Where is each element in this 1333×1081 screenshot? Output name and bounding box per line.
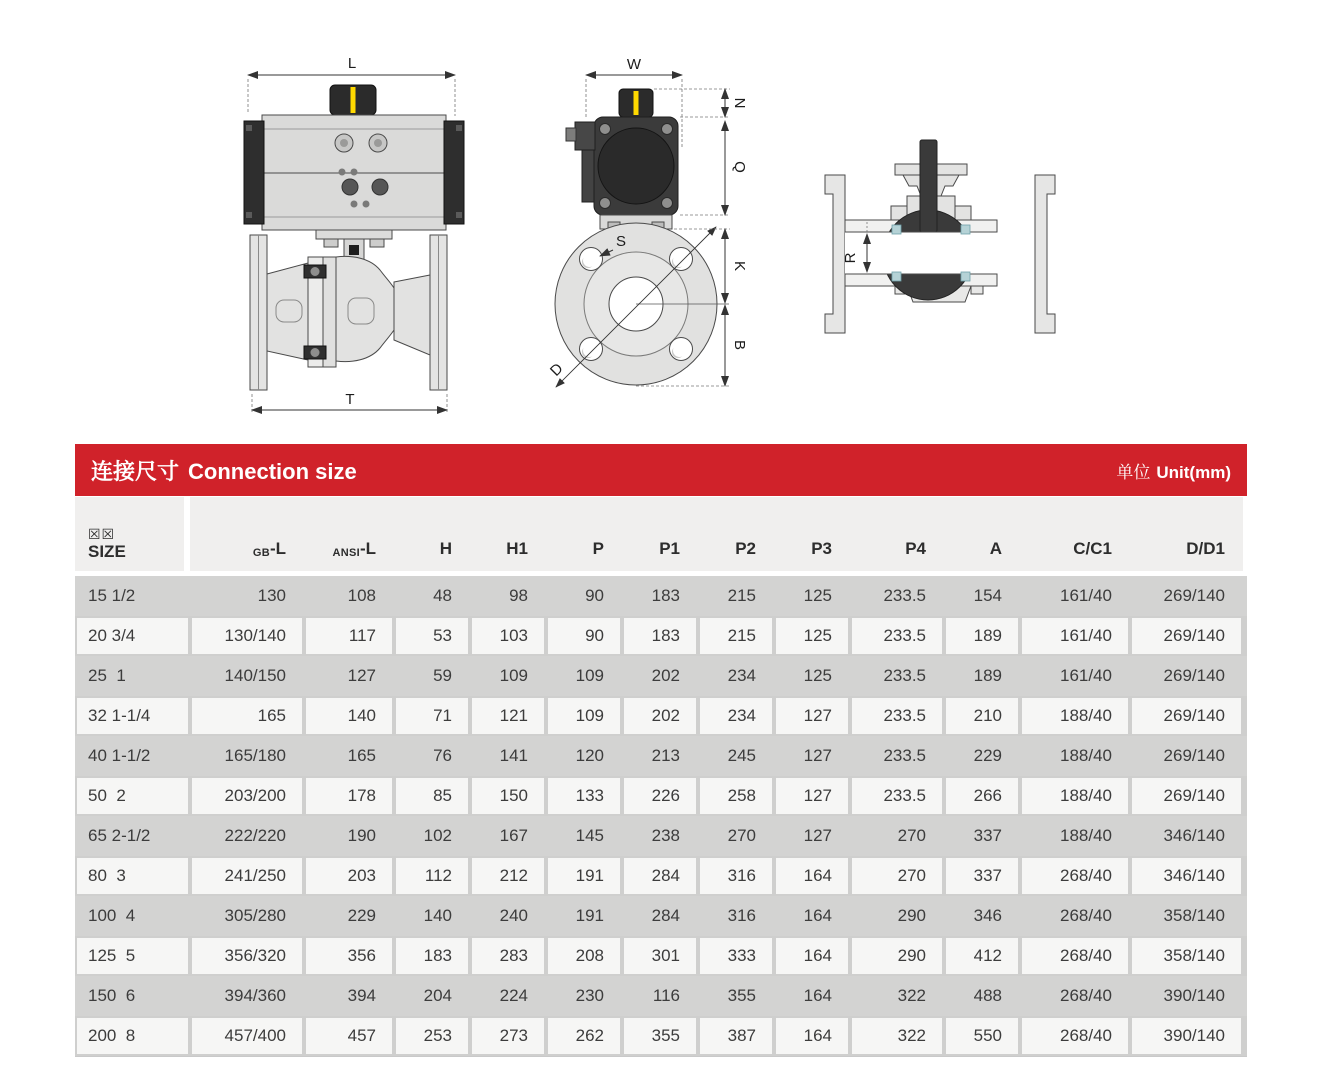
value-cell: 140 xyxy=(423,906,452,925)
value-cell: 165 xyxy=(192,698,302,734)
size-cell: 40 1-1/2 xyxy=(88,746,151,765)
column-header xyxy=(698,497,774,571)
column-header xyxy=(1130,497,1243,571)
column-header-label: -L xyxy=(269,539,286,558)
value-cell: 337 xyxy=(973,826,1002,845)
value-cell: 164 xyxy=(776,858,848,894)
table-row xyxy=(75,816,1247,856)
indicator-yellow-stripe xyxy=(634,91,639,115)
column-header xyxy=(944,497,1020,571)
value-cell: 127 xyxy=(776,778,848,814)
unit-chinese: 单位 xyxy=(1116,462,1151,482)
column-header-label: A xyxy=(989,539,1002,558)
value-cell: 333 xyxy=(700,938,772,974)
value-cell: 109 xyxy=(548,698,620,734)
value-cell: 161/40 xyxy=(1022,618,1128,654)
mounting-bracket xyxy=(316,230,392,239)
value-cell: 71 xyxy=(396,698,468,734)
drawing-section-view xyxy=(795,118,1085,388)
column-header-label: D/D1 xyxy=(1186,539,1225,558)
air-fitting xyxy=(575,122,595,150)
value-cell: 191 xyxy=(548,858,620,894)
value-cell: 145 xyxy=(575,826,604,845)
value-cell: 269/140 xyxy=(1132,698,1241,734)
value-cell: 346/140 xyxy=(1163,826,1225,845)
table-row xyxy=(75,856,1247,896)
size-cell: 80 3 xyxy=(77,858,188,894)
value-cell: 268/40 xyxy=(1022,858,1128,894)
value-cell: 284 xyxy=(651,906,680,925)
value-cell: 85 xyxy=(396,778,468,814)
value-cell: 238 xyxy=(651,826,680,845)
table-row xyxy=(75,1016,1247,1056)
value-cell: 269/140 xyxy=(1132,618,1241,654)
table-row xyxy=(75,736,1247,776)
dim-label-K: K xyxy=(731,260,748,272)
value-cell: 48 xyxy=(433,586,452,605)
value-cell: 130/140 xyxy=(192,618,302,654)
value-cell: 253 xyxy=(396,1018,468,1054)
value-cell: 233.5 xyxy=(883,746,926,765)
value-cell: 130 xyxy=(257,586,286,605)
column-header-prefix: GB xyxy=(252,547,270,559)
value-cell: 108 xyxy=(347,586,376,605)
drawing-side-view xyxy=(232,52,472,424)
value-cell: 164 xyxy=(803,906,832,925)
column-header-label: H xyxy=(439,539,452,558)
value-cell: 121 xyxy=(472,698,544,734)
value-cell: 262 xyxy=(548,1018,620,1054)
value-cell: 284 xyxy=(624,858,696,894)
value-cell: 191 xyxy=(575,906,604,925)
table-row xyxy=(75,776,1247,816)
stem xyxy=(920,140,937,232)
value-cell: 358/140 xyxy=(1163,906,1225,925)
value-cell: 290 xyxy=(852,938,942,974)
value-cell: 233.5 xyxy=(883,586,926,605)
value-cell: 337 xyxy=(946,858,1018,894)
value-cell: 270 xyxy=(852,858,942,894)
value-cell: 154 xyxy=(973,586,1002,605)
value-cell: 202 xyxy=(651,666,680,685)
value-cell: 226 xyxy=(624,778,696,814)
value-cell: 234 xyxy=(700,698,772,734)
unit-label xyxy=(1116,458,1231,483)
size-header-label: SIZE xyxy=(88,542,126,561)
title-english: Connection size xyxy=(188,458,357,484)
value-cell: 90 xyxy=(548,618,620,654)
title-chinese: 连接尺寸 xyxy=(91,458,180,484)
column-header xyxy=(546,497,622,571)
valve-body xyxy=(336,256,394,361)
value-cell: 109 xyxy=(499,666,528,685)
value-cell: 269/140 xyxy=(1132,778,1241,814)
value-cell: 233.5 xyxy=(852,618,942,654)
actuator-end-cap-left xyxy=(244,121,264,224)
value-cell: 234 xyxy=(727,666,756,685)
column-header xyxy=(622,497,698,571)
value-cell: 164 xyxy=(803,986,832,1005)
value-cell: 210 xyxy=(946,698,1018,734)
column-header-label: P xyxy=(592,539,604,558)
column-header-prefix: ANSI xyxy=(332,547,360,559)
value-cell: 269/140 xyxy=(1163,666,1225,685)
value-cell: 550 xyxy=(946,1018,1018,1054)
connection-size-table xyxy=(75,444,1247,1057)
value-cell: 316 xyxy=(700,858,772,894)
value-cell: 109 xyxy=(575,666,604,685)
table-row xyxy=(75,896,1247,936)
value-cell: 127 xyxy=(803,746,832,765)
value-cell: 356 xyxy=(306,938,392,974)
value-cell: 164 xyxy=(776,938,848,974)
column-header-label: P2 xyxy=(735,539,756,558)
value-cell: 188/40 xyxy=(1060,746,1112,765)
table-title-bar xyxy=(75,444,1247,496)
value-cell: 412 xyxy=(946,938,1018,974)
value-cell: 98 xyxy=(509,586,528,605)
table-row xyxy=(75,696,1247,736)
value-cell: 188/40 xyxy=(1022,698,1128,734)
dim-label-Q: Q xyxy=(731,161,748,173)
value-cell: 165/180 xyxy=(224,746,286,765)
size-cell: 25 1 xyxy=(88,666,126,685)
size-cell: 15 1/2 xyxy=(88,586,136,605)
actuator-end-cap-right xyxy=(444,121,464,224)
column-header-label: P1 xyxy=(659,539,680,558)
value-cell: 127 xyxy=(803,826,832,845)
value-cell: 268/40 xyxy=(1022,938,1128,974)
value-cell: 59 xyxy=(433,666,452,685)
table-row xyxy=(75,976,1247,1016)
value-cell: 183 xyxy=(396,938,468,974)
value-cell: 116 xyxy=(652,986,680,1005)
value-cell: 190 xyxy=(347,826,376,845)
value-cell: 90 xyxy=(585,586,604,605)
value-cell: 390/140 xyxy=(1132,1018,1241,1054)
value-cell: 394 xyxy=(347,986,376,1005)
value-cell: 269/140 xyxy=(1163,586,1225,605)
value-cell: 140 xyxy=(306,698,392,734)
value-cell: 268/40 xyxy=(1022,1018,1128,1054)
value-cell: 322 xyxy=(852,1018,942,1054)
value-cell: 133 xyxy=(548,778,620,814)
column-header xyxy=(470,497,546,571)
dim-label-B: B xyxy=(731,339,748,351)
value-cell: 127 xyxy=(347,666,376,685)
size-cell: 150 6 xyxy=(88,986,136,1005)
value-cell: 356/320 xyxy=(192,938,302,974)
air-port xyxy=(342,179,358,195)
value-cell: 394/360 xyxy=(224,986,286,1005)
value-cell: 165 xyxy=(347,746,376,765)
value-cell: 229 xyxy=(347,906,376,925)
value-cell: 229 xyxy=(973,746,1002,765)
column-header xyxy=(190,497,304,571)
valve-neck-right xyxy=(394,275,430,355)
indicator-yellow-stripe xyxy=(351,87,356,113)
value-cell: 233.5 xyxy=(852,698,942,734)
column-header xyxy=(850,497,944,571)
value-cell: 301 xyxy=(624,938,696,974)
size-cell: 200 8 xyxy=(77,1018,188,1054)
dim-label-W: W xyxy=(626,56,642,73)
value-cell: 270 xyxy=(727,826,756,845)
dim-label-S: S xyxy=(616,233,627,250)
value-cell: 188/40 xyxy=(1060,826,1112,845)
value-cell: 457 xyxy=(306,1018,392,1054)
value-cell: 212 xyxy=(472,858,544,894)
value-cell: 316 xyxy=(727,906,756,925)
value-cell: 203 xyxy=(306,858,392,894)
bore-band xyxy=(845,232,997,274)
value-cell: 76 xyxy=(433,746,452,765)
column-header xyxy=(394,497,470,571)
value-cell: 213 xyxy=(651,746,680,765)
size-cell: 20 3/4 xyxy=(77,618,188,654)
value-cell: 112 xyxy=(396,858,468,894)
value-cell: 233.5 xyxy=(883,666,926,685)
table-row xyxy=(75,656,1247,696)
value-cell: 390/140 xyxy=(1163,986,1225,1005)
dim-label-D: D xyxy=(546,359,567,380)
table-header-row xyxy=(75,497,1247,571)
value-cell: 178 xyxy=(306,778,392,814)
dim-label-L: L xyxy=(347,55,357,72)
value-cell: 387 xyxy=(700,1018,772,1054)
column-header xyxy=(774,497,850,571)
size-cell: 100 4 xyxy=(88,906,136,925)
value-cell: 125 xyxy=(776,618,848,654)
value-cell: 488 xyxy=(973,986,1002,1005)
column-header-label: H1 xyxy=(506,539,528,558)
value-cell: 222/220 xyxy=(224,826,286,845)
value-cell: 53 xyxy=(396,618,468,654)
value-cell: 150 xyxy=(472,778,544,814)
value-cell: 202 xyxy=(624,698,696,734)
dim-label-R: R xyxy=(842,252,859,264)
value-cell: 189 xyxy=(946,618,1018,654)
value-cell: 125 xyxy=(803,666,832,685)
table-row xyxy=(75,936,1247,976)
unit-english: Unit(mm) xyxy=(1156,462,1231,482)
table-title xyxy=(91,455,357,486)
value-cell: 161/40 xyxy=(1060,666,1112,685)
actuator-face-circle xyxy=(598,128,674,204)
column-header xyxy=(304,497,394,571)
value-cell: 140/150 xyxy=(224,666,286,685)
size-cell: 125 5 xyxy=(77,938,188,974)
value-cell: 355 xyxy=(727,986,756,1005)
column-header-label: P4 xyxy=(905,539,926,558)
value-cell: 161/40 xyxy=(1060,586,1112,605)
value-cell: 268/40 xyxy=(1060,906,1112,925)
value-cell: 183 xyxy=(624,618,696,654)
table-row xyxy=(75,576,1247,616)
value-cell: 269/140 xyxy=(1163,746,1225,765)
value-cell: 270 xyxy=(897,826,926,845)
value-cell: 215 xyxy=(727,586,756,605)
value-cell: 224 xyxy=(499,986,528,1005)
value-cell: 141 xyxy=(499,746,528,765)
value-cell: 233.5 xyxy=(852,778,942,814)
value-cell: 203/200 xyxy=(192,778,302,814)
value-cell: 120 xyxy=(575,746,604,765)
dim-label-T: T xyxy=(345,391,355,408)
value-cell: 125 xyxy=(803,586,832,605)
size-column-header xyxy=(75,497,184,571)
value-cell: 208 xyxy=(548,938,620,974)
value-cell: 167 xyxy=(499,826,528,845)
value-cell: 204 xyxy=(423,986,452,1005)
value-cell: 258 xyxy=(700,778,772,814)
column-header-label: -L xyxy=(359,539,376,558)
column-header-label: P3 xyxy=(811,539,832,558)
value-cell: 283 xyxy=(472,938,544,974)
value-cell: 305/280 xyxy=(224,906,286,925)
value-cell: 322 xyxy=(897,986,926,1005)
size-cell: 50 2 xyxy=(77,778,188,814)
value-cell: 241/250 xyxy=(192,858,302,894)
value-cell: 358/140 xyxy=(1132,938,1241,974)
dim-label-N: N xyxy=(731,97,748,109)
value-cell: 215 xyxy=(700,618,772,654)
air-port xyxy=(372,179,388,195)
size-cell: 32 1-1/4 xyxy=(77,698,188,734)
column-header-label: C/C1 xyxy=(1073,539,1112,558)
value-cell: 290 xyxy=(897,906,926,925)
value-cell: 102 xyxy=(423,826,452,845)
value-cell: 245 xyxy=(727,746,756,765)
value-cell: 268/40 xyxy=(1060,986,1112,1005)
value-cell: 273 xyxy=(472,1018,544,1054)
value-cell: 117 xyxy=(306,618,392,654)
size-header-missing-glyphs: ☒☒ xyxy=(88,526,116,542)
value-cell: 183 xyxy=(651,586,680,605)
value-cell: 189 xyxy=(973,666,1002,685)
value-cell: 127 xyxy=(776,698,848,734)
value-cell: 164 xyxy=(776,1018,848,1054)
value-cell: 457/400 xyxy=(192,1018,302,1054)
value-cell: 240 xyxy=(499,906,528,925)
table-body xyxy=(75,576,1247,1057)
value-cell: 266 xyxy=(946,778,1018,814)
value-cell: 346 xyxy=(973,906,1002,925)
value-cell: 355 xyxy=(624,1018,696,1054)
value-cell: 188/40 xyxy=(1022,778,1128,814)
drawing-front-view xyxy=(520,55,755,435)
table-row xyxy=(75,616,1247,656)
section-flange-right xyxy=(1035,175,1055,333)
value-cell: 103 xyxy=(472,618,544,654)
value-cell: 230 xyxy=(575,986,604,1005)
technical-drawings xyxy=(0,0,1333,443)
size-cell: 65 2-1/2 xyxy=(88,826,151,845)
column-header xyxy=(1020,497,1130,571)
value-cell: 346/140 xyxy=(1132,858,1241,894)
